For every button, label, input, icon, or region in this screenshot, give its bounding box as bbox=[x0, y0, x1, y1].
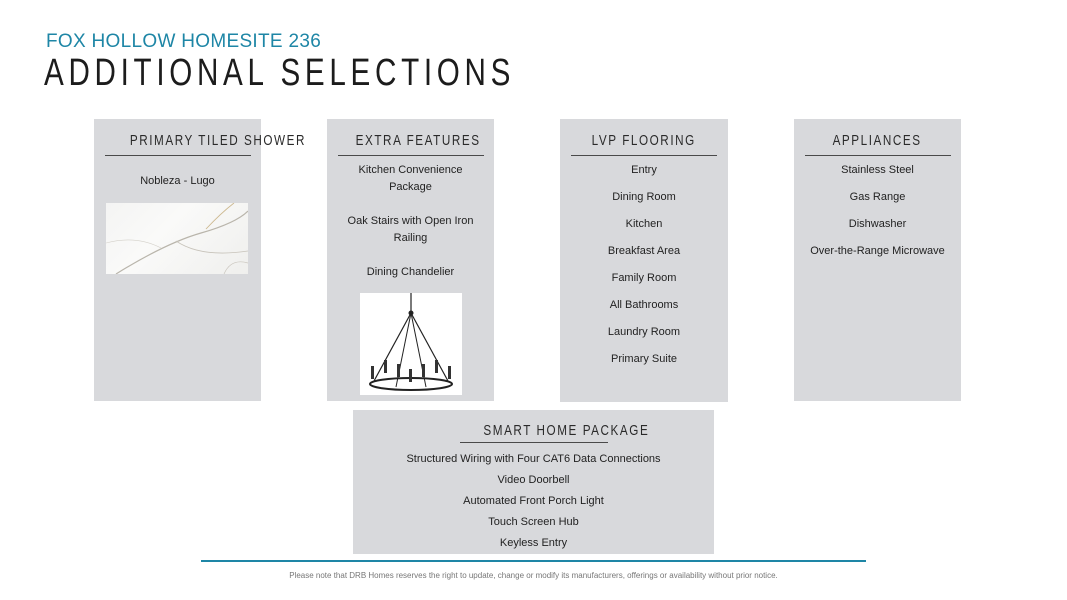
list-item: Stainless Steel bbox=[841, 164, 914, 176]
list-item: Entry bbox=[631, 164, 657, 176]
list-item: Dining Room bbox=[612, 191, 676, 203]
list-item: Video Doorbell bbox=[497, 474, 570, 486]
list-item: Keyless Entry bbox=[499, 537, 568, 549]
list-item: Primary Suite bbox=[610, 353, 678, 365]
list-item: Dishwasher bbox=[848, 218, 907, 230]
card-smart-home-package bbox=[353, 410, 714, 554]
footer-divider bbox=[201, 560, 866, 562]
list-item: Automated Front Porch Light bbox=[463, 495, 604, 507]
list-item: Laundry Room bbox=[607, 326, 681, 338]
list-item: Family Room bbox=[611, 272, 677, 284]
list-item: Kitchen bbox=[625, 218, 663, 230]
list-item: Dining Chandelier bbox=[366, 266, 455, 278]
list-item: Breakfast Area bbox=[607, 245, 681, 257]
list-item: Oak Stairs with Open Iron Railing bbox=[347, 215, 474, 244]
marble-tile-image bbox=[106, 203, 248, 274]
card-primary-tiled-shower bbox=[94, 119, 306, 401]
page-title: ADDITIONAL SELECTIONS bbox=[44, 52, 516, 94]
list-item: Structured Wiring with Four CAT6 Data Connections bbox=[406, 453, 661, 465]
card-title: APPLIANCES bbox=[805, 132, 951, 156]
disclaimer-note: Please note that DRB Homes reserves the right to update, change or modify its manufacturers, offerings or availability without prior notice. bbox=[289, 571, 778, 580]
list-item: All Bathrooms bbox=[609, 299, 679, 311]
card-item-list bbox=[794, 162, 961, 260]
list-item: Gas Range bbox=[849, 191, 906, 203]
chandelier-image bbox=[360, 293, 462, 395]
list-item: Over-the-Range Microwave bbox=[810, 245, 945, 257]
card-item-list bbox=[327, 162, 494, 281]
card-item-list bbox=[94, 173, 261, 190]
card-title: LVP FLOORING bbox=[571, 132, 717, 156]
card-appliances bbox=[794, 119, 961, 401]
list-item: Touch Screen Hub bbox=[488, 516, 579, 528]
homesite-subtitle: FOX HOLLOW HOMESITE 236 bbox=[46, 31, 322, 52]
card-title: EXTRA FEATURES bbox=[338, 132, 484, 156]
list-item: Kitchen Convenience Package bbox=[358, 164, 463, 193]
card-lvp-flooring bbox=[560, 119, 728, 402]
list-item: Nobleza - Lugo bbox=[140, 175, 215, 187]
card-extra-features bbox=[327, 119, 494, 401]
card-title: SMART HOME PACKAGE bbox=[460, 422, 608, 443]
card-item-list bbox=[353, 451, 714, 552]
card-title: PRIMARY TILED SHOWER bbox=[105, 132, 251, 156]
card-item-list bbox=[560, 162, 728, 368]
